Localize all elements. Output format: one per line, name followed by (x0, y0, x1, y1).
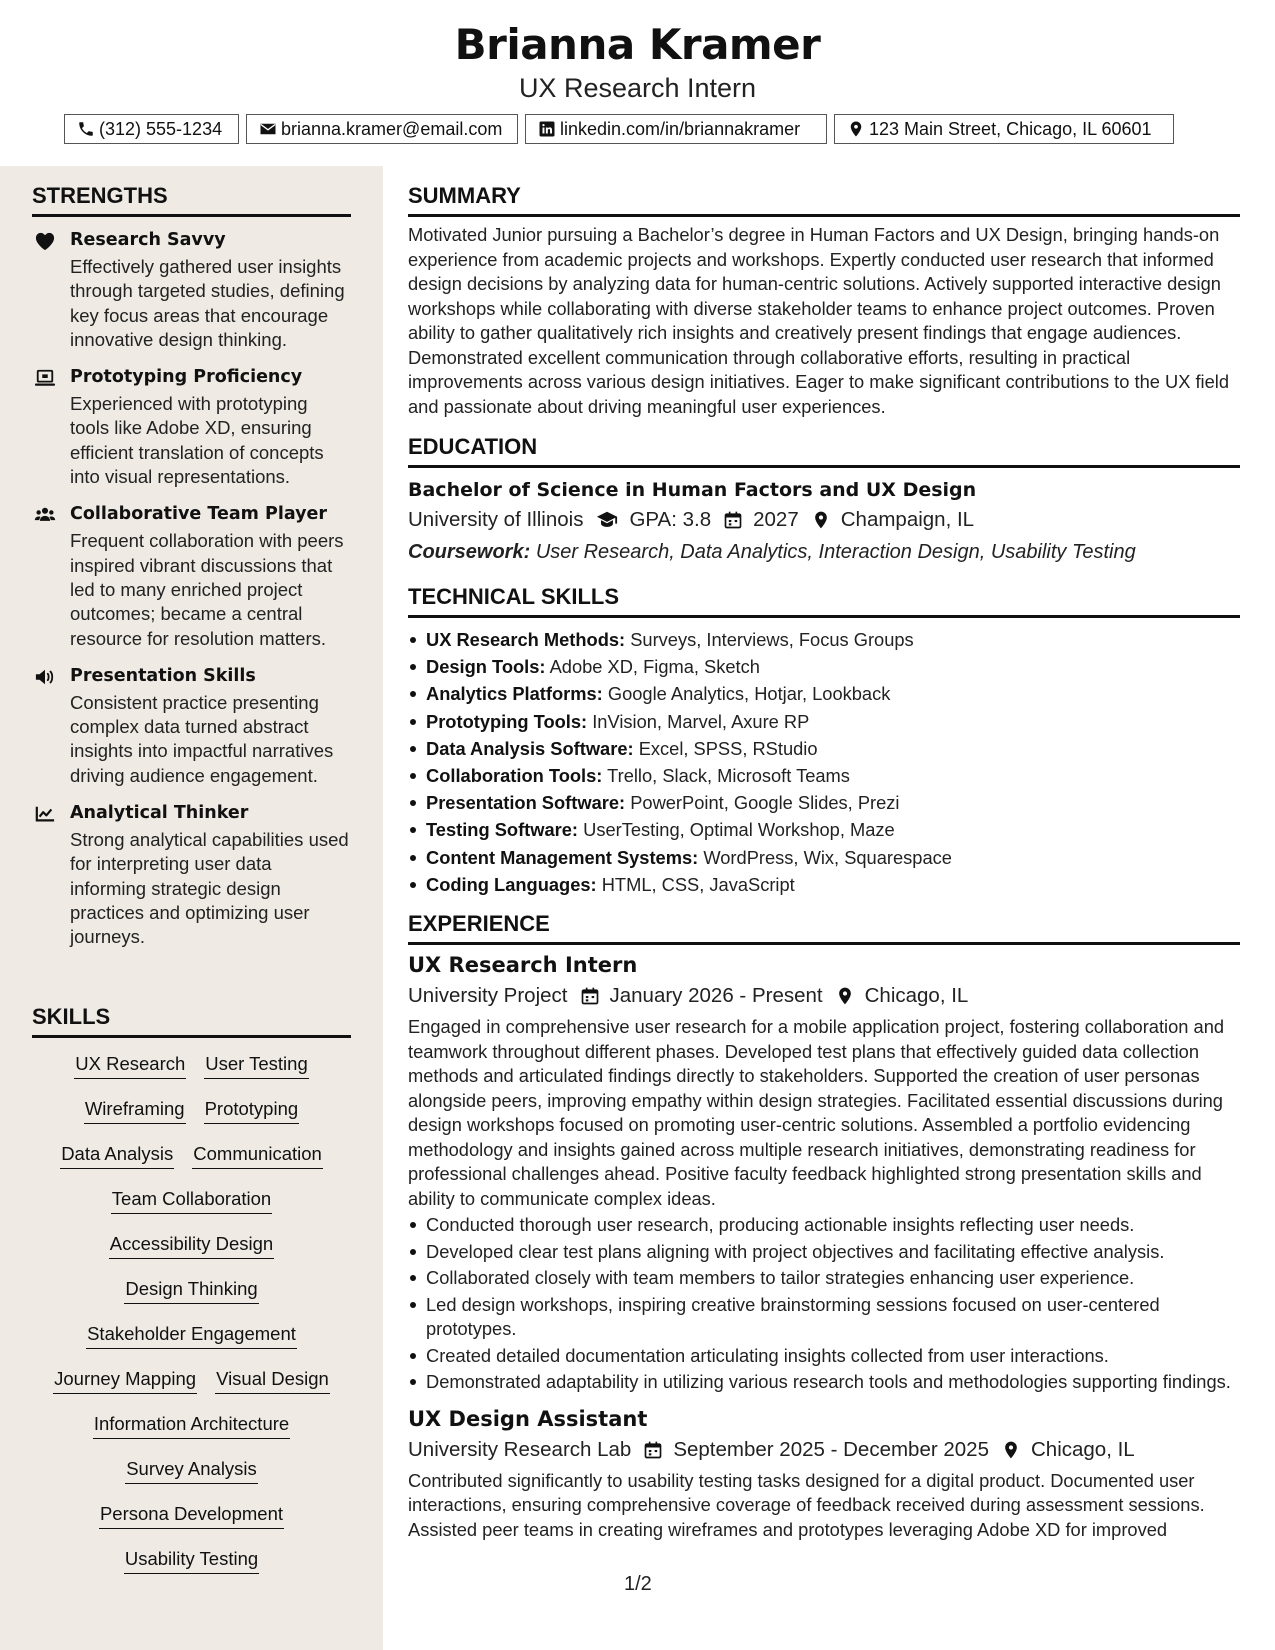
skill-values: InVision, Marvel, Axure RP (592, 710, 810, 732)
skill-tag: Usability Testing (124, 1547, 259, 1574)
list-item: Led design workshops, inspiring creative brainstorming sessions focused on user-centered prototypes. (408, 1293, 1240, 1342)
strength-description: Experienced with prototyping tools like Adobe XD, ensuring efficient translation of concepts into visual representations. (70, 393, 324, 488)
list-item (408, 789, 1240, 816)
skill-values: Excel, SPSS, RStudio (638, 737, 818, 759)
skill-category: UX Research Methods: (426, 629, 626, 650)
coursework-label: Coursework: (408, 541, 531, 563)
skill-values: PowerPoint, Google Slides, Prezi (630, 792, 900, 814)
skill-tag: User Testing (204, 1052, 308, 1079)
strength-description: Frequent collaboration with peers inspired vibrant discussions that led to many enriched project outcomes; became a central resource for resolution matters. (70, 530, 344, 649)
skills-row (32, 1502, 351, 1547)
strength-title: Collaborative Team Player (70, 504, 328, 525)
skill-tag: Communication (192, 1142, 323, 1169)
candidate-role: UX Research Intern (518, 73, 757, 103)
job-entry (408, 1407, 1240, 1543)
calendar-icon (643, 1440, 663, 1460)
job-description: Contributed significantly to usability testing tasks designed for a digital product. Documented user interactions, ensuring comprehensive coverage of feedback received during assessment sessions. Assisted peer teams in creating wireframes and prototypes leveraging Adobe XD for improved (408, 1469, 1205, 1540)
graduation-year: 2027 (753, 508, 799, 531)
skill-tag: Data Analysis (60, 1142, 174, 1169)
education-heading: EDUCATION (408, 434, 1240, 468)
skills-row (32, 1547, 351, 1592)
linkedin-icon (538, 120, 556, 138)
megaphone-icon (34, 667, 56, 687)
contact-phone[interactable] (64, 114, 239, 144)
calendar-icon (580, 986, 600, 1006)
list-item: Conducted thorough user research, producing actionable insights reflecting user needs. (408, 1213, 1240, 1238)
skill-tag: Visual Design (215, 1367, 330, 1394)
strength-item (32, 665, 351, 788)
skill-category: Testing Software: (426, 819, 579, 841)
experience-section (408, 911, 1240, 1542)
skill-values: Surveys, Interviews, Focus Groups (630, 629, 914, 650)
strengths-heading: STRENGTHS (32, 183, 351, 217)
laptop-icon (34, 368, 56, 388)
linkedin-text: linkedin.com/in/briannakramer (560, 118, 801, 139)
coursework-line (408, 541, 1240, 564)
phone-text: (312) 555-1234 (99, 118, 223, 139)
strength-item (32, 802, 351, 949)
list-item (408, 844, 1240, 871)
map-pin-icon (1001, 1440, 1021, 1460)
resume-header (0, 0, 1275, 166)
skills-row (32, 1097, 351, 1142)
summary-section (408, 183, 1240, 419)
school-name: University of Illinois (408, 508, 584, 531)
degree-title: Bachelor of Science in Human Factors and UX Design (408, 479, 977, 501)
technical-skills-section (408, 584, 1240, 898)
list-item (408, 816, 1240, 843)
education-section (408, 434, 1240, 564)
strength-title: Analytical Thinker (70, 803, 249, 824)
map-pin-icon (811, 510, 831, 530)
sidebar (0, 166, 383, 1650)
skill-category: Content Management Systems: (426, 846, 699, 868)
skill-tag: Information Architecture (93, 1412, 290, 1439)
skill-values: Google Analytics, Hotjar, Lookback (607, 683, 891, 705)
skills-row (32, 1232, 351, 1277)
graduation-cap-icon (595, 509, 619, 531)
chart-line-icon (34, 804, 56, 824)
envelope-icon (259, 120, 277, 138)
skill-values: Trello, Slack, Microsoft Teams (607, 765, 850, 787)
list-item (408, 762, 1240, 789)
list-item: Demonstrated adaptability in utilizing various research tools and methodologies supporting findings. (408, 1370, 1240, 1395)
skills-row (32, 1052, 351, 1097)
job-bullets (408, 1213, 1240, 1395)
list-item (408, 735, 1240, 762)
skill-tag: Survey Analysis (125, 1457, 258, 1484)
skill-tag: Journey Mapping (53, 1367, 197, 1394)
skill-values: UserTesting, Optimal Workshop, Maze (583, 819, 895, 841)
summary-text: Motivated Junior pursuing a Bachelor’s degree in Human Factors and UX Design, bringing hands-on experience from academic projects and workshops. Expertly conducted user research that informed design decisions by analyzing data for human-centric solutions. Actively supported interactive design workshops while collaborating with diverse stakeholder teams to enhance project outcomes. Proven ability to gather qualitatively rich insights and creatively present findings that engage audiences. Demonstrated excellent communication through collaborative efforts, resulting in practical improvements across various design initiatives. Eager to make significant contributions to the UX field and passionate about driving meaningful user experiences. (408, 224, 1230, 417)
job-dates: January 2026 - Present (609, 984, 823, 1007)
skills-row (32, 1412, 351, 1457)
address-text: 123 Main Street, Chicago, IL 60601 (869, 118, 1152, 139)
job-organization: University Research Lab (408, 1437, 632, 1461)
heart-icon (34, 231, 56, 251)
skill-tag: Prototyping (204, 1097, 300, 1124)
summary-heading: SUMMARY (408, 183, 1240, 217)
skill-category: Prototyping Tools: (426, 710, 588, 732)
skills-heading: SKILLS (32, 1004, 351, 1038)
skills-row (32, 1367, 351, 1412)
job-location: Chicago, IL (1031, 1437, 1135, 1461)
list-item: Developed clear test plans aligning with project objectives and facilitating effective analysis. (408, 1240, 1240, 1265)
job-organization: University Project (408, 984, 568, 1007)
skill-tag: Wireframing (84, 1097, 186, 1124)
coursework-list: User Research, Data Analytics, Interaction Design, Usability Testing (535, 541, 1136, 563)
strength-item (32, 229, 351, 352)
skill-category: Analytics Platforms: (426, 683, 603, 705)
job-location: Chicago, IL (864, 984, 969, 1007)
skill-tag: UX Research (74, 1052, 186, 1079)
contact-bar (64, 114, 1204, 145)
skill-category: Data Analysis Software: (426, 737, 634, 759)
skill-category: Design Tools: (426, 656, 546, 678)
strengths-section (32, 183, 351, 950)
job-dates: September 2025 - December 2025 (673, 1437, 989, 1461)
skills-list (32, 1052, 351, 1592)
skills-row (32, 1277, 351, 1322)
strength-title: Research Savvy (70, 230, 226, 250)
candidate-name: Brianna Kramer (454, 20, 821, 69)
skill-tag: Accessibility Design (109, 1232, 274, 1259)
skill-values: Adobe XD, Figma, Sketch (549, 656, 760, 678)
gpa-text: GPA: 3.8 (629, 508, 712, 531)
phone-icon (77, 120, 95, 138)
contact-linkedin[interactable] (525, 114, 827, 144)
job-description: Engaged in comprehensive user research for a mobile application project, fostering collaboration and teamwork throughout different phases. Developed test plans that effectively guided data collection methods and articulated findings directly to stakeholders. Supported the creation of user personas alongside peers, improving empathy within design strategies. Facilitated essential discussions during design workshops focused on promoting user-centric solutions. Assembled a portfolio evidencing methodology and insights gained across multiple research initiatives, demonstrating readiness for professional challenges ahead. Positive faculty feedback highlighted strong presentation skills and ability to communicate complex ideas. (408, 1016, 1225, 1209)
skill-tag: Team Collaboration (111, 1187, 272, 1214)
list-item (408, 626, 1240, 653)
education-location: Champaign, IL (840, 508, 975, 531)
calendar-icon (723, 510, 743, 530)
strength-item (32, 366, 351, 489)
job-title: UX Design Assistant (408, 1406, 648, 1431)
skills-row (32, 1322, 351, 1367)
strength-description: Effectively gathered user insights through targeted studies, defining key focus areas that encourage innovative design thinking. (70, 256, 345, 350)
skills-row (32, 1187, 351, 1232)
list-item (408, 680, 1240, 707)
skills-row (32, 1457, 351, 1502)
skill-tag: Persona Development (99, 1502, 284, 1529)
skill-category: Collaboration Tools: (426, 765, 603, 787)
strength-title: Prototyping Proficiency (70, 367, 303, 388)
main-column (408, 166, 1240, 1650)
email-text: brianna.kramer@email.com (281, 118, 503, 139)
page-number: 1/2 (624, 1573, 652, 1595)
strength-description: Consistent practice presenting complex data turned abstract insights into impactful narratives driving audience engagement. (70, 691, 334, 786)
strength-item (32, 503, 351, 650)
skill-values: WordPress, Wix, Squarespace (703, 846, 952, 868)
list-item (408, 871, 1240, 898)
job-title: UX Research Intern (408, 953, 638, 977)
technical-skills-heading: TECHNICAL SKILLS (408, 584, 1240, 618)
job-entry (408, 953, 1240, 1395)
skill-values: HTML, CSS, JavaScript (601, 873, 795, 895)
job-meta (408, 984, 1240, 1008)
experience-heading: EXPERIENCE (408, 911, 1240, 945)
strength-title: Presentation Skills (70, 665, 256, 686)
list-item: Created detailed documentation articulating insights collected from user interactions. (408, 1344, 1240, 1369)
skill-tag: Stakeholder Engagement (86, 1322, 297, 1349)
skill-tag: Design Thinking (124, 1277, 258, 1304)
users-icon (34, 505, 56, 525)
education-meta (408, 508, 1240, 532)
list-item: Collaborated closely with team members to tailor strategies enhancing user experience. (408, 1266, 1240, 1291)
contact-address[interactable] (834, 114, 1174, 144)
contact-email[interactable] (246, 114, 518, 144)
skill-category: Presentation Software: (426, 792, 626, 814)
skills-section (32, 1004, 351, 1592)
map-pin-icon (835, 986, 855, 1006)
list-item (408, 653, 1240, 680)
list-item (408, 708, 1240, 735)
job-meta (408, 1438, 1240, 1462)
technical-skills-list (408, 626, 1240, 898)
map-pin-icon (847, 120, 865, 138)
skill-category: Coding Languages: (426, 873, 597, 895)
skills-row (32, 1142, 351, 1187)
strength-description: Strong analytical capabilities used for interpreting user data informing strategic design practices and optimizing user journeys. (70, 829, 349, 948)
